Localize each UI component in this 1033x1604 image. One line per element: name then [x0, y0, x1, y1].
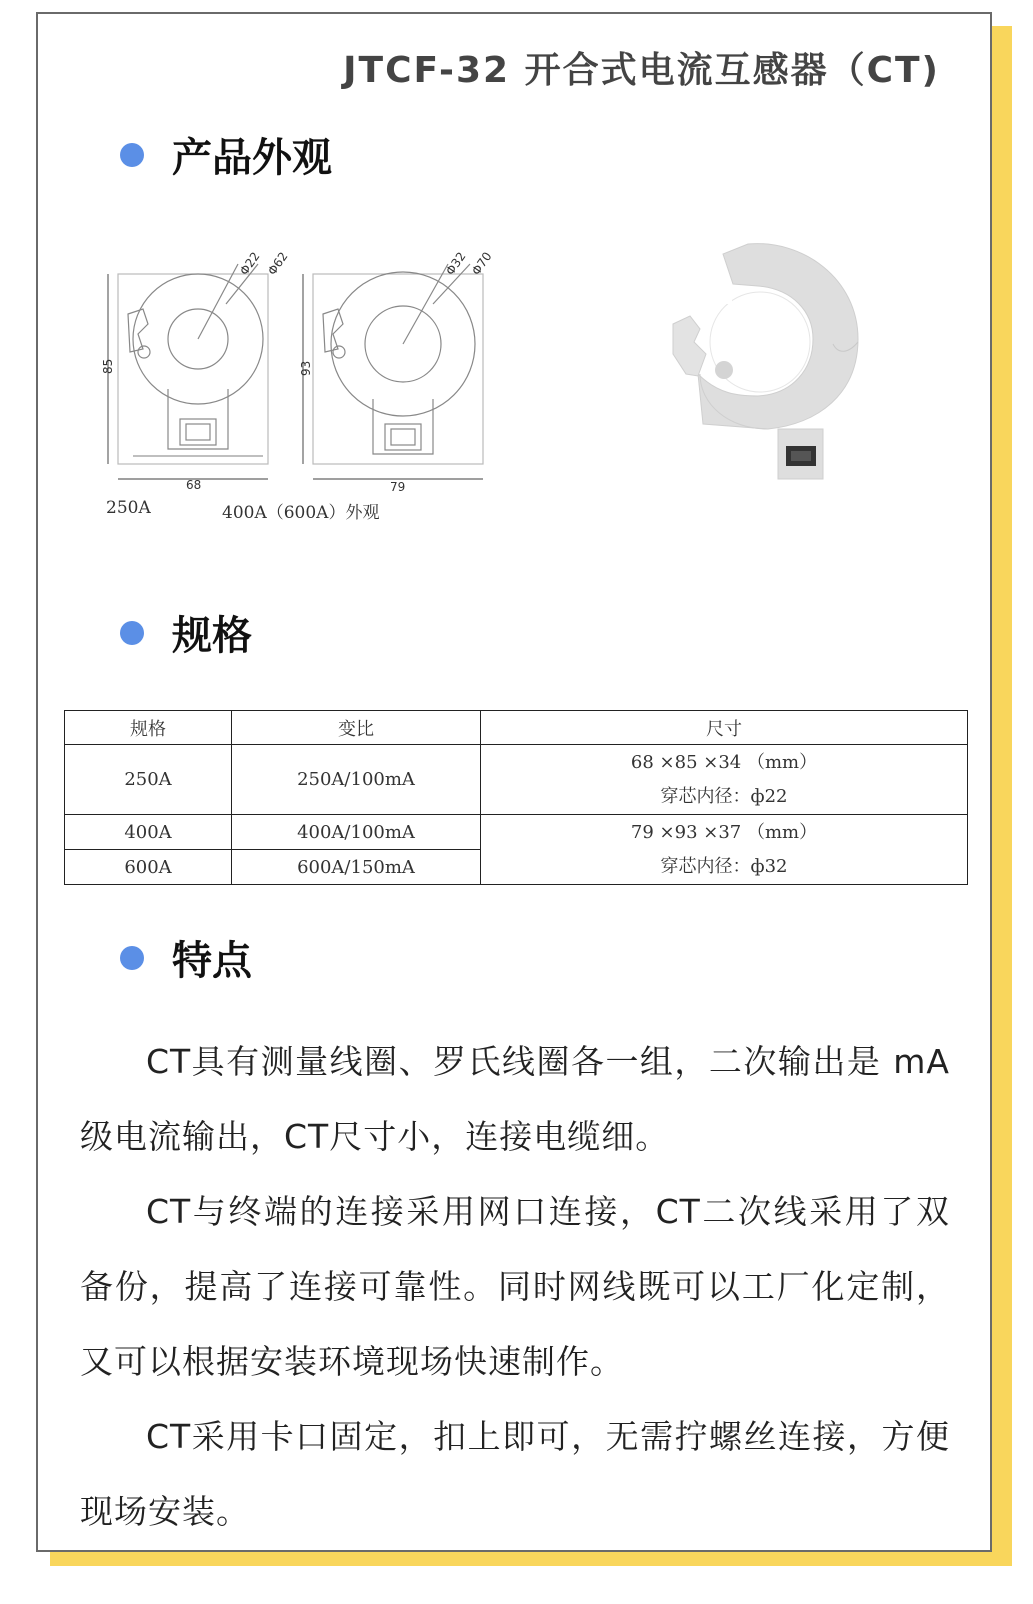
- dim-height-large: 93: [299, 360, 313, 376]
- table-cell: 600A: [65, 850, 232, 885]
- dim-height-small: 85: [101, 358, 115, 374]
- table-cell: 400A/100mA: [232, 815, 481, 850]
- bullet-dot-icon: [120, 621, 144, 645]
- dimension-drawings: [98, 224, 518, 504]
- feature-paragraph: CT采用卡口固定，扣上即可，无需拧螺丝连接，方便现场安装。: [80, 1417, 950, 1531]
- page-title: JTCF-32 开合式电流互感器（CT): [343, 50, 940, 91]
- table-cell: 600A/150mA: [232, 850, 481, 885]
- table-cell: 250A/100mA: [232, 745, 481, 815]
- dim-width-small: 68: [186, 478, 202, 492]
- table-row: [65, 745, 968, 815]
- size-inner-diameter: 穿芯内径：ф32: [660, 855, 788, 877]
- section-title-features: 特点: [172, 938, 252, 984]
- product-photo: [628, 224, 878, 494]
- dim-width-large: 79: [390, 480, 406, 494]
- table-cell: 400A: [65, 815, 232, 850]
- section-title-spec: 规格: [172, 613, 252, 659]
- table-header: 变比: [232, 711, 481, 745]
- spec-table: [64, 710, 968, 885]
- bullet-dot-icon: [120, 946, 144, 970]
- table-header-row: [65, 711, 968, 745]
- size-inner-diameter: 穿芯内径：ф22: [660, 785, 788, 807]
- table-cell: 250A: [65, 745, 232, 815]
- dim-outer-large: Φ70: [468, 249, 495, 278]
- drawing-small-ct: [108, 264, 268, 479]
- table-cell-size: [481, 745, 968, 815]
- size-dimensions: 79 ×93 ×37 （mm）: [630, 821, 818, 843]
- feature-paragraph: CT具有测量线圈、罗氏线圈各一组，二次输出是 mA 级电流输出，CT尺寸小，连接电缆细。: [80, 1042, 950, 1156]
- drawing-large-ct: [303, 264, 483, 479]
- caption-250a: 250A: [106, 498, 151, 518]
- features-body: [80, 1024, 950, 1549]
- section-header-appearance: [120, 126, 332, 183]
- table-header: 尺寸: [481, 711, 968, 745]
- size-dimensions: 68 ×85 ×34 （mm）: [630, 751, 818, 773]
- feature-paragraph: CT与终端的连接采用网口连接，CT二次线采用了双备份，提高了连接可靠性。同时网线既可以工厂化定制，又可以根据安装环境现场快速制作。: [80, 1192, 950, 1381]
- table-cell-size: [481, 815, 968, 885]
- dim-inner-large: Φ32: [442, 249, 469, 278]
- content-card: [36, 12, 992, 1552]
- table-header: 规格: [65, 711, 232, 745]
- section-header-features: [120, 929, 252, 986]
- section-header-spec: [120, 604, 252, 661]
- bullet-dot-icon: [120, 143, 144, 167]
- dim-inner-small: Φ22: [236, 249, 263, 278]
- table-row: [65, 815, 968, 850]
- dim-outer-small: Φ62: [264, 249, 291, 278]
- section-title-appearance: 产品外观: [172, 135, 332, 181]
- caption-400a-600a: 400A（600A）外观: [222, 503, 380, 523]
